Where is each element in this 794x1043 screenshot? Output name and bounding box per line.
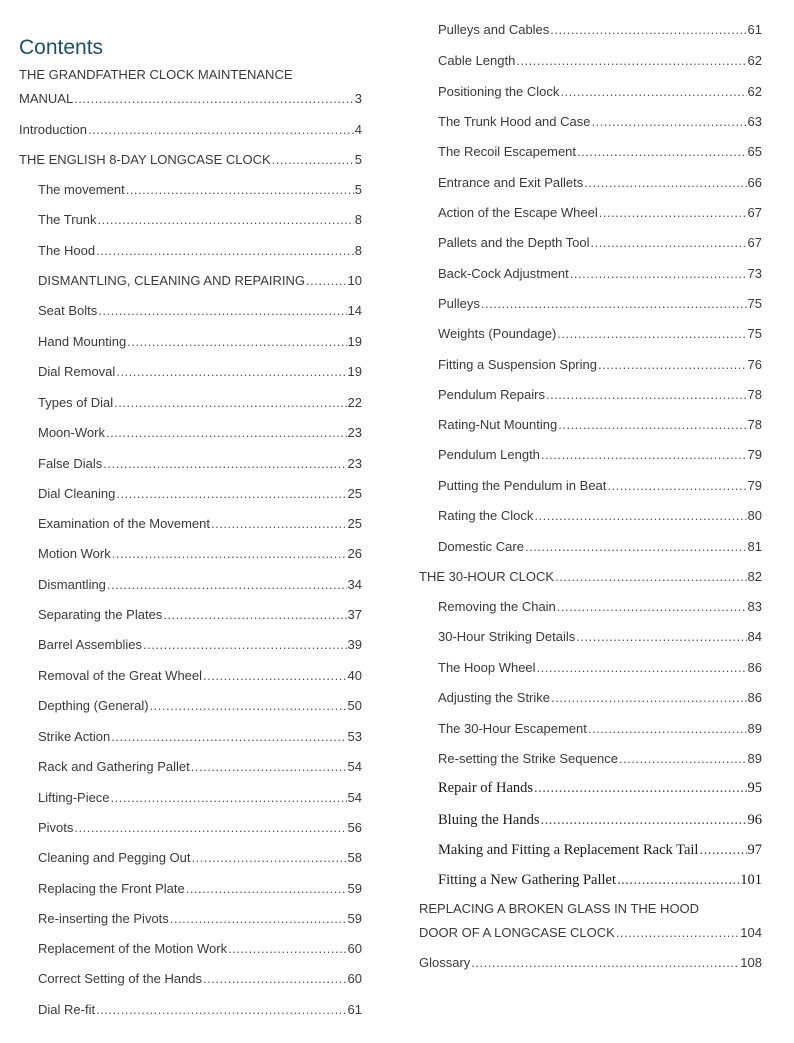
- toc-entry-positioning-the-clock[interactable]: [438, 84, 762, 100]
- toc-entry-title: The Trunk Hood and Case: [438, 114, 591, 129]
- toc-entry-title: Depthing (General): [38, 698, 149, 713]
- toc-entry-title: Dial Removal: [38, 364, 116, 379]
- dot-leader: [619, 751, 747, 767]
- dot-leader: [616, 925, 740, 941]
- toc-entry-false-dials[interactable]: [38, 456, 362, 472]
- toc-entry-title: Action of the Escape Wheel: [438, 205, 598, 220]
- toc-entry-title: MANUAL: [19, 91, 74, 106]
- dot-leader: [570, 266, 747, 282]
- toc-entry-pendulum-repairs[interactable]: [438, 387, 762, 403]
- toc-entry-title: Removal of the Great Wheel: [38, 668, 203, 683]
- toc-entry-title: Correct Setting of the Hands: [38, 971, 203, 986]
- toc-entry-page-number: 34: [347, 577, 362, 592]
- toc-entry-page-number: 62: [747, 84, 762, 99]
- toc-entry-page-number: 75: [747, 326, 762, 341]
- toc-entry-page-number: 59: [347, 881, 362, 896]
- toc-entry-pallets-and-the-depth-tool[interactable]: [438, 235, 762, 251]
- dot-leader: [584, 175, 746, 191]
- toc-entry-page-number: 96: [747, 812, 762, 828]
- toc-entry-title: Pendulum Repairs: [438, 387, 545, 402]
- toc-entry-page-number: 66: [747, 175, 762, 190]
- toc-entry-dial-re-fit[interactable]: [38, 1002, 362, 1018]
- toc-entry-page-number: 19: [347, 334, 362, 349]
- toc-entry-title: The movement: [38, 182, 125, 197]
- toc-entry-examination-of-the-movement[interactable]: [38, 516, 362, 532]
- toc-entry-pendulum-length[interactable]: [438, 447, 762, 463]
- dot-leader: [557, 599, 747, 615]
- toc-entry-page-number: 58: [347, 850, 362, 865]
- toc-entry-page-number: 63: [747, 114, 762, 129]
- toc-entry-page-number: 4: [354, 122, 362, 137]
- toc-entry-page-number: 8: [354, 243, 362, 258]
- toc-entry-title-line1: REPLACING A BROKEN GLASS IN THE HOOD: [419, 901, 700, 916]
- toc-entry-glossary[interactable]: [419, 955, 762, 971]
- toc-entry-title: Introduction: [19, 122, 87, 137]
- toc-entry-the-movement[interactable]: [38, 182, 362, 198]
- toc-entry-title: Cleaning and Pegging Out: [38, 850, 191, 865]
- dot-leader: [127, 334, 346, 350]
- toc-entry-removing-the-chain[interactable]: [438, 599, 762, 615]
- toc-entry-title: Fitting a New Gathering Pallet: [438, 872, 616, 888]
- toc-entry-title: Repair of Hands: [438, 780, 534, 796]
- dot-leader: [186, 881, 347, 897]
- toc-entry-title: Hand Mounting: [38, 334, 127, 349]
- dot-leader: [588, 721, 747, 737]
- toc-entry-cable-length[interactable]: [438, 53, 762, 69]
- dot-leader: [699, 842, 746, 858]
- toc-entry-title: Replacement of the Motion Work: [38, 941, 228, 956]
- dot-leader: [557, 326, 746, 342]
- toc-entry-title: Pendulum Length: [438, 447, 540, 462]
- toc-entry-repair-of-hands[interactable]: [438, 780, 762, 796]
- toc-entry-pulleys-and-cables[interactable]: [438, 22, 762, 38]
- toc-entry-page-number: 89: [747, 721, 762, 736]
- toc-entry-title: Types of Dial: [38, 395, 114, 410]
- toc-entry-page-number: 25: [347, 486, 362, 501]
- dot-leader: [228, 941, 346, 957]
- toc-entry-action-of-the-escape-wheel[interactable]: [438, 205, 762, 221]
- toc-entry-title: Motion Work: [38, 546, 111, 561]
- toc-entry-pivots[interactable]: [38, 820, 362, 836]
- toc-entry-page-number: 56: [347, 820, 362, 835]
- toc-entry-dismantling-cleaning-and-repairing[interactable]: [38, 273, 362, 289]
- toc-entry-page-number: 79: [747, 447, 762, 462]
- dot-leader: [534, 508, 746, 524]
- dot-leader: [551, 690, 747, 706]
- dot-leader: [170, 911, 347, 927]
- dot-leader: [591, 235, 747, 251]
- toc-entry-title: Rating the Clock: [438, 508, 534, 523]
- dot-leader: [617, 872, 739, 888]
- toc-entry-page-number: 5: [354, 152, 362, 167]
- toc-entry-putting-the-pendulum-in-beat[interactable]: [438, 478, 762, 494]
- toc-entry-page-number: 101: [740, 872, 762, 888]
- toc-entry-rating-nut-mounting[interactable]: [438, 417, 762, 433]
- dot-leader: [577, 144, 747, 160]
- dot-leader: [96, 1002, 346, 1018]
- toc-entry-page-number: 67: [747, 205, 762, 220]
- toc-entry-title: Barrel Assemblies: [38, 637, 143, 652]
- dot-leader: [203, 668, 347, 684]
- toc-entry-page-number: 97: [747, 842, 762, 858]
- toc-entry-the-30-hour-escapement[interactable]: [438, 721, 762, 737]
- dot-leader: [126, 182, 354, 198]
- dot-leader: [163, 607, 346, 623]
- toc-entry-title: Putting the Pendulum in Beat: [438, 478, 607, 493]
- toc-entry-title: Seat Bolts: [38, 303, 98, 318]
- toc-entry-pulleys[interactable]: [438, 296, 762, 312]
- toc-entry-title: 30-Hour Striking Details: [438, 629, 576, 644]
- toc-entry-page-number: 76: [747, 357, 762, 372]
- toc-entry-replacement-of-the-motion-work[interactable]: [38, 941, 362, 957]
- toc-entry-title: Positioning the Clock: [438, 84, 560, 99]
- toc-entry-title: Pulleys and Cables: [438, 22, 550, 37]
- toc-entry-adjusting-the-strike[interactable]: [438, 690, 762, 706]
- toc-entry-replacing-the-front-plate[interactable]: [38, 881, 362, 897]
- toc-entry-title: The Hood: [38, 243, 96, 258]
- toc-entry-title: Re-inserting the Pivots: [38, 911, 169, 926]
- toc-entry-title: Re-setting the Strike Sequence: [438, 751, 618, 766]
- toc-entry-title: Bluing the Hands: [438, 812, 540, 828]
- toc-entry-title: Dial Cleaning: [38, 486, 116, 501]
- toc-entry-dial-cleaning[interactable]: [38, 486, 362, 502]
- toc-entry-title: Removing the Chain: [438, 599, 556, 614]
- toc-entry-page-number: 3: [354, 91, 362, 106]
- toc-entry-page-number: 61: [347, 1002, 362, 1017]
- toc-entry-depthing-general[interactable]: [38, 698, 362, 714]
- dot-leader: [111, 790, 347, 806]
- toc-entry-page-number: 73: [747, 266, 762, 281]
- dot-leader: [576, 629, 746, 645]
- toc-entry-page-number: 62: [747, 53, 762, 68]
- dot-leader: [599, 205, 747, 221]
- dot-leader: [306, 273, 347, 289]
- contents-heading: Contents: [19, 36, 104, 59]
- toc-entry-page-number: 67: [747, 235, 762, 250]
- dot-leader: [546, 387, 747, 403]
- toc-entry-title: Weights (Poundage): [438, 326, 557, 341]
- toc-entry-re-setting-the-strike-sequence[interactable]: [438, 751, 762, 767]
- toc-entry-dial-removal[interactable]: [38, 364, 362, 380]
- toc-entry-entrance-and-exit-pallets[interactable]: [438, 175, 762, 191]
- dot-leader: [96, 243, 354, 259]
- dot-leader: [525, 539, 747, 555]
- toc-entry-fitting-a-new-gathering-pallet[interactable]: [438, 872, 762, 888]
- toc-entry-re-inserting-the-pivots[interactable]: [38, 911, 362, 927]
- toc-entry-fitting-a-suspension-spring[interactable]: [438, 357, 762, 373]
- toc-entry-the-hood[interactable]: [38, 243, 362, 259]
- dot-leader: [114, 395, 346, 411]
- toc-entry-page-number: 19: [347, 364, 362, 379]
- toc-entry-page-number: 65: [747, 144, 762, 159]
- toc-entry-lifting-piece[interactable]: [38, 790, 362, 806]
- toc-entry-weights-poundage[interactable]: [438, 326, 762, 342]
- toc-entry-title: Rack and Gathering Pallet: [38, 759, 190, 774]
- toc-entry-page-number: 8: [354, 212, 362, 227]
- toc-entry-page-number: 86: [747, 690, 762, 705]
- toc-entry-page-number: 54: [347, 759, 362, 774]
- toc-entry-title: Strike Action: [38, 729, 111, 744]
- dot-leader: [116, 364, 346, 380]
- toc-entry-bluing-the-hands[interactable]: [438, 812, 762, 828]
- dot-leader: [607, 478, 746, 494]
- toc-entry-title: Domestic Care: [438, 539, 524, 554]
- toc-entry-page-number: 39: [347, 637, 362, 652]
- dot-leader: [471, 955, 739, 971]
- toc-entry-title: Cable Length: [438, 53, 516, 68]
- toc-entry-page-number: 22: [347, 395, 362, 410]
- toc-entry-title: Replacing the Front Plate: [38, 881, 185, 896]
- toc-entry-page-number: 84: [747, 629, 762, 644]
- toc-entry-title: Glossary: [419, 955, 471, 970]
- toc-entry-making-and-fitting-a-replacement-rack-tail[interactable]: [438, 842, 762, 858]
- dot-leader: [560, 84, 746, 100]
- dot-leader: [112, 546, 347, 562]
- dot-leader: [88, 122, 354, 138]
- toc-entry-replacing-a-broken-glass-in-the-hood-door-of-a-longcase-clock[interactable]: [419, 901, 762, 941]
- toc-entry-title: Pivots: [38, 820, 74, 835]
- toc-entry-title: Examination of the Movement: [38, 516, 210, 531]
- toc-entry-title: Entrance and Exit Pallets: [438, 175, 584, 190]
- toc-entry-30-hour-striking-details[interactable]: [438, 629, 762, 645]
- toc-entry-the-grandfather-clock-maintenance-manual[interactable]: [19, 67, 362, 107]
- dot-leader: [98, 212, 354, 228]
- dot-leader: [116, 486, 346, 502]
- dot-leader: [272, 152, 354, 168]
- toc-entry-title: Moon-Work: [38, 425, 105, 440]
- toc-entry-title: The Trunk: [38, 212, 97, 227]
- toc-entry-seat-bolts[interactable]: [38, 303, 362, 319]
- toc-entry-page-number: 53: [347, 729, 362, 744]
- toc-entry-title-line1: THE GRANDFATHER CLOCK MAINTENANCE: [19, 67, 293, 82]
- toc-entry-the-english-8-day-longcase-clock[interactable]: [19, 152, 362, 168]
- toc-entry-page-number: 81: [747, 539, 762, 554]
- toc-entry-title: Pallets and the Depth Tool: [438, 235, 590, 250]
- toc-entry-title: DOOR OF A LONGCASE CLOCK: [419, 925, 615, 940]
- toc-entry-title: Pulleys: [438, 296, 480, 311]
- dot-leader: [550, 22, 746, 38]
- dot-leader: [74, 820, 346, 836]
- dot-leader: [537, 660, 747, 676]
- toc-entry-title: The Hoop Wheel: [438, 660, 536, 675]
- dot-leader: [203, 971, 347, 987]
- toc-entry-page-number: 83: [747, 599, 762, 614]
- toc-entry-page-number: 60: [347, 971, 362, 986]
- toc-entry-title: Making and Fitting a Replacement Rack Tail: [438, 842, 699, 858]
- toc-entry-rating-the-clock[interactable]: [438, 508, 762, 524]
- toc-entry-page-number: 108: [740, 955, 762, 970]
- toc-entry-introduction[interactable]: [19, 122, 362, 138]
- dot-leader: [191, 759, 347, 775]
- toc-entry-page-number: 37: [347, 607, 362, 622]
- toc-entry-page-number: 78: [747, 417, 762, 432]
- dot-leader: [107, 577, 347, 593]
- toc-entry-strike-action[interactable]: [38, 729, 362, 745]
- dot-leader: [192, 850, 347, 866]
- toc-entry-the-30-hour-clock[interactable]: [419, 569, 762, 585]
- dot-leader: [541, 812, 747, 828]
- toc-entry-page-number: 75: [747, 296, 762, 311]
- dot-leader: [591, 114, 746, 130]
- toc-entry-page-number: 5: [354, 182, 362, 197]
- toc-entry-page-number: 25: [347, 516, 362, 531]
- toc-entry-types-of-dial[interactable]: [38, 395, 362, 411]
- toc-entry-title: Back-Cock Adjustment: [438, 266, 569, 281]
- toc-entry-title: Lifting-Piece: [38, 790, 110, 805]
- toc-entry-title: Fitting a Suspension Spring: [438, 357, 597, 372]
- dot-leader: [143, 637, 346, 653]
- dot-leader: [558, 417, 746, 433]
- toc-entry-page-number: 26: [347, 546, 362, 561]
- toc-entry-moon-work[interactable]: [38, 425, 362, 441]
- dot-leader: [516, 53, 746, 69]
- toc-entry-page-number: 59: [347, 911, 362, 926]
- toc-entry-page-number: 61: [747, 22, 762, 37]
- toc-entry-page-number: 86: [747, 660, 762, 675]
- dot-leader: [211, 516, 347, 532]
- toc-entry-rack-and-gathering-pallet[interactable]: [38, 759, 362, 775]
- toc-entry-the-trunk-hood-and-case[interactable]: [438, 114, 762, 130]
- toc-entry-page-number: 82: [747, 569, 762, 584]
- toc-entry-hand-mounting[interactable]: [38, 334, 362, 350]
- dot-leader: [103, 456, 346, 472]
- toc-entry-title: The 30-Hour Escapement: [438, 721, 587, 736]
- toc-entry-page-number: 40: [347, 668, 362, 683]
- toc-entry-title: Dismantling: [38, 577, 106, 592]
- toc-entry-correct-setting-of-the-hands[interactable]: [38, 971, 362, 987]
- toc-entry-title: The Recoil Escapement: [438, 144, 577, 159]
- toc-entry-title: Rating-Nut Mounting: [438, 417, 558, 432]
- toc-entry-page-number: 14: [347, 303, 362, 318]
- toc-entry-page-number: 78: [747, 387, 762, 402]
- toc-entry-title: THE 30-HOUR CLOCK: [419, 569, 555, 584]
- dot-leader: [555, 569, 746, 585]
- toc-entry-page-number: 50: [347, 698, 362, 713]
- toc-entry-page-number: 95: [747, 780, 762, 796]
- toc-entry-page-number: 79: [747, 478, 762, 493]
- toc-entry-cleaning-and-pegging-out[interactable]: [38, 850, 362, 866]
- dot-leader: [481, 296, 747, 312]
- toc-entry-page-number: 54: [347, 790, 362, 805]
- dot-leader: [111, 729, 346, 745]
- toc-entry-page-number: 104: [740, 925, 762, 940]
- dot-leader: [598, 357, 747, 373]
- toc-entry-page-number: 80: [747, 508, 762, 523]
- dot-leader: [534, 780, 746, 796]
- toc-entry-page-number: 23: [347, 456, 362, 471]
- toc-entry-page-number: 10: [347, 273, 362, 288]
- toc-entry-back-cock-adjustment[interactable]: [438, 266, 762, 282]
- toc-entry-page-number: 89: [747, 751, 762, 766]
- toc-entry-title: Dial Re-fit: [38, 1002, 96, 1017]
- toc-entry-separating-the-plates[interactable]: [38, 607, 362, 623]
- dot-leader: [98, 303, 346, 319]
- toc-entry-dismantling[interactable]: [38, 577, 362, 593]
- toc-entry-the-hoop-wheel[interactable]: [438, 660, 762, 676]
- dot-leader: [106, 425, 347, 441]
- toc-entry-page-number: 23: [347, 425, 362, 440]
- toc-entry-the-recoil-escapement[interactable]: [438, 144, 762, 160]
- dot-leader: [541, 447, 747, 463]
- toc-entry-motion-work[interactable]: [38, 546, 362, 562]
- toc-entry-title: Adjusting the Strike: [438, 690, 551, 705]
- toc-entry-removal-of-the-great-wheel[interactable]: [38, 668, 362, 684]
- toc-entry-domestic-care[interactable]: [438, 539, 762, 555]
- toc-entry-page-number: 60: [347, 941, 362, 956]
- toc-entry-title: False Dials: [38, 456, 103, 471]
- dot-leader: [150, 698, 347, 714]
- toc-entry-title: THE ENGLISH 8-DAY LONGCASE CLOCK: [19, 152, 271, 167]
- toc-entry-the-trunk[interactable]: [38, 212, 362, 228]
- toc-entry-title: DISMANTLING, CLEANING AND REPAIRING: [38, 273, 306, 288]
- dot-leader: [74, 91, 354, 107]
- toc-entry-title: Separating the Plates: [38, 607, 163, 622]
- toc-entry-barrel-assemblies[interactable]: [38, 637, 362, 653]
